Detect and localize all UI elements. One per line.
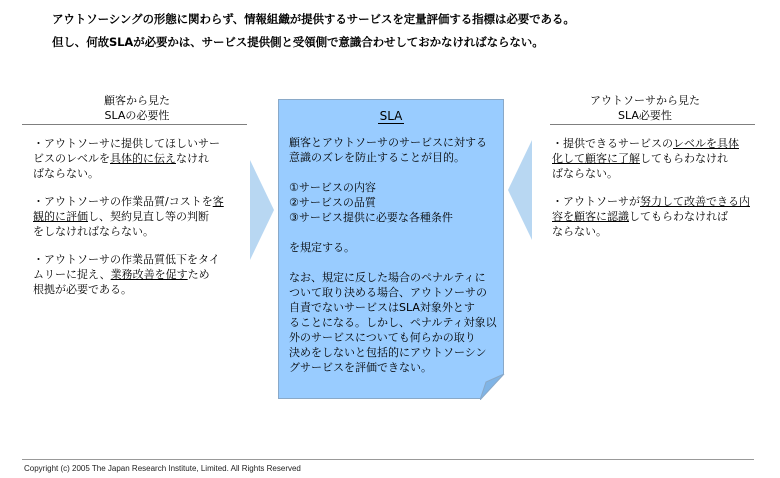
left-bullet-line xyxy=(33,282,224,297)
left-bullet-item xyxy=(33,194,224,239)
sla-line: を規定する。 xyxy=(289,241,355,254)
right-heading-rule xyxy=(550,124,755,125)
left-bullet-item xyxy=(33,136,224,181)
text-segment: ・アウトソーサが xyxy=(552,195,640,208)
emphasized-text: 具体的に伝え xyxy=(110,152,176,165)
copyright-text: Copyright (c) 2005 The Japan Research Institute, Limited. All Rights Reserved xyxy=(24,464,301,473)
left-bullet-line xyxy=(33,252,224,267)
emphasized-text: 観的に評価 xyxy=(33,210,88,223)
text-segment: ・アウトソーサの作業品質低下をタイ xyxy=(33,253,220,266)
sla-line: ることになる。しかし、ペナルティ対象以 xyxy=(289,316,497,329)
left-heading-line-2: SLAの必要性 xyxy=(104,109,170,122)
text-segment: し、契約見直し等の判断 xyxy=(88,210,209,223)
right-pointing-arrow-left xyxy=(250,160,274,260)
text-segment: 根拠が必要である。 xyxy=(33,283,132,296)
left-heading-line-1: 顧客から見た xyxy=(104,94,170,107)
emphasized-text: レベルを具体 xyxy=(673,137,739,150)
text-segment: なけれ xyxy=(176,152,209,165)
right-heading-line-2: SLA必要性 xyxy=(618,109,672,122)
left-bullet-line xyxy=(33,209,224,224)
right-arrow-shape xyxy=(508,140,532,240)
sla-line: グサービスを評価できない。 xyxy=(289,361,432,374)
right-bullet-item xyxy=(552,136,750,181)
sla-title-text: SLA xyxy=(379,109,403,123)
left-bullet-line xyxy=(33,136,224,151)
sla-paragraph xyxy=(289,240,497,255)
sla-line: ①サービスの内容 xyxy=(289,181,376,194)
sla-paragraph xyxy=(289,180,497,225)
text-segment: ムリーに捉え、 xyxy=(33,268,111,281)
left-bullet-line xyxy=(33,151,224,166)
emphasized-text: 努力して改善できる内 xyxy=(640,195,750,208)
headline-line-2: 但し、何故SLAが必要かは、サービス提供側と受領側で意識合わせしておかなければならない。 xyxy=(52,35,544,49)
footer-rule xyxy=(22,459,754,460)
sla-title xyxy=(279,109,503,123)
sla-line: ②サービスの品質 xyxy=(289,196,376,209)
right-bullet-line xyxy=(552,166,750,181)
left-bullet-line xyxy=(33,166,224,181)
left-bullet-line xyxy=(33,267,224,282)
folded-corner xyxy=(480,374,505,400)
text-segment: ため xyxy=(187,268,210,281)
right-heading-line-1: アウトソーサから見た xyxy=(590,94,700,107)
sla-description xyxy=(289,135,497,390)
left-column-heading xyxy=(52,93,222,123)
right-bullet-line xyxy=(552,224,750,239)
right-bullet-line xyxy=(552,151,750,166)
sla-line: ついて取り決める場合、アウトソーサの xyxy=(289,286,487,299)
right-bullet-line xyxy=(552,209,750,224)
text-segment: ・アウトソーサに提供してほしいサー xyxy=(33,137,220,150)
left-bullet-list xyxy=(33,136,224,310)
text-segment: してもらわなければ xyxy=(629,210,728,223)
emphasized-text: 業務改善を促す xyxy=(110,268,188,281)
right-bullet-line xyxy=(552,136,750,151)
left-heading-rule xyxy=(22,124,247,125)
sla-paragraph xyxy=(289,270,497,375)
headline-line-1: アウトソーシングの形態に関わらず、情報組織が提供するサービスを定量評価する指標は必要である。 xyxy=(52,12,575,26)
text-segment: してもらわなけれ xyxy=(640,152,728,165)
emphasized-text: 化して顧客に了解 xyxy=(552,152,640,165)
left-arrow-shape xyxy=(250,160,274,260)
emphasized-text: 客 xyxy=(212,195,224,208)
emphasized-text: 容を顧客に認識 xyxy=(552,210,629,223)
sla-line: ③サービス提供に必要な各種条件 xyxy=(289,211,453,224)
right-bullet-list xyxy=(552,136,750,252)
left-pointing-arrow-right xyxy=(508,140,532,240)
left-bullet-line xyxy=(33,224,224,239)
sla-line: 自責でないサービスはSLA対象外とす xyxy=(289,301,475,314)
text-segment: ばならない。 xyxy=(552,167,618,180)
right-bullet-item xyxy=(552,194,750,239)
right-column-heading xyxy=(560,93,730,123)
text-segment: ・アウトソーサの作業品質/コストを xyxy=(33,195,213,208)
sla-line: 外のサービスについても何らかの取り xyxy=(289,331,476,344)
left-bullet-line xyxy=(33,194,224,209)
text-segment: ばならない。 xyxy=(33,167,99,180)
text-segment: ・提供できるサービスの xyxy=(552,137,673,150)
text-segment: をしなければならない。 xyxy=(33,225,154,238)
sla-box xyxy=(278,99,504,399)
left-bullet-item xyxy=(33,252,224,297)
right-bullet-line xyxy=(552,194,750,209)
sla-line: 意識のズレを防止することが目的。 xyxy=(289,151,465,164)
text-segment: ならない。 xyxy=(552,225,607,238)
sla-paragraph xyxy=(289,135,497,165)
text-segment: ビスのレベルを xyxy=(33,152,110,165)
sla-line: なお、規定に反した場合のペナルティに xyxy=(289,271,486,284)
sla-line: 顧客とアウトソーサのサービスに対する xyxy=(289,136,487,149)
sla-line: 決めをしないと包括的にアウトソーシン xyxy=(289,346,487,359)
